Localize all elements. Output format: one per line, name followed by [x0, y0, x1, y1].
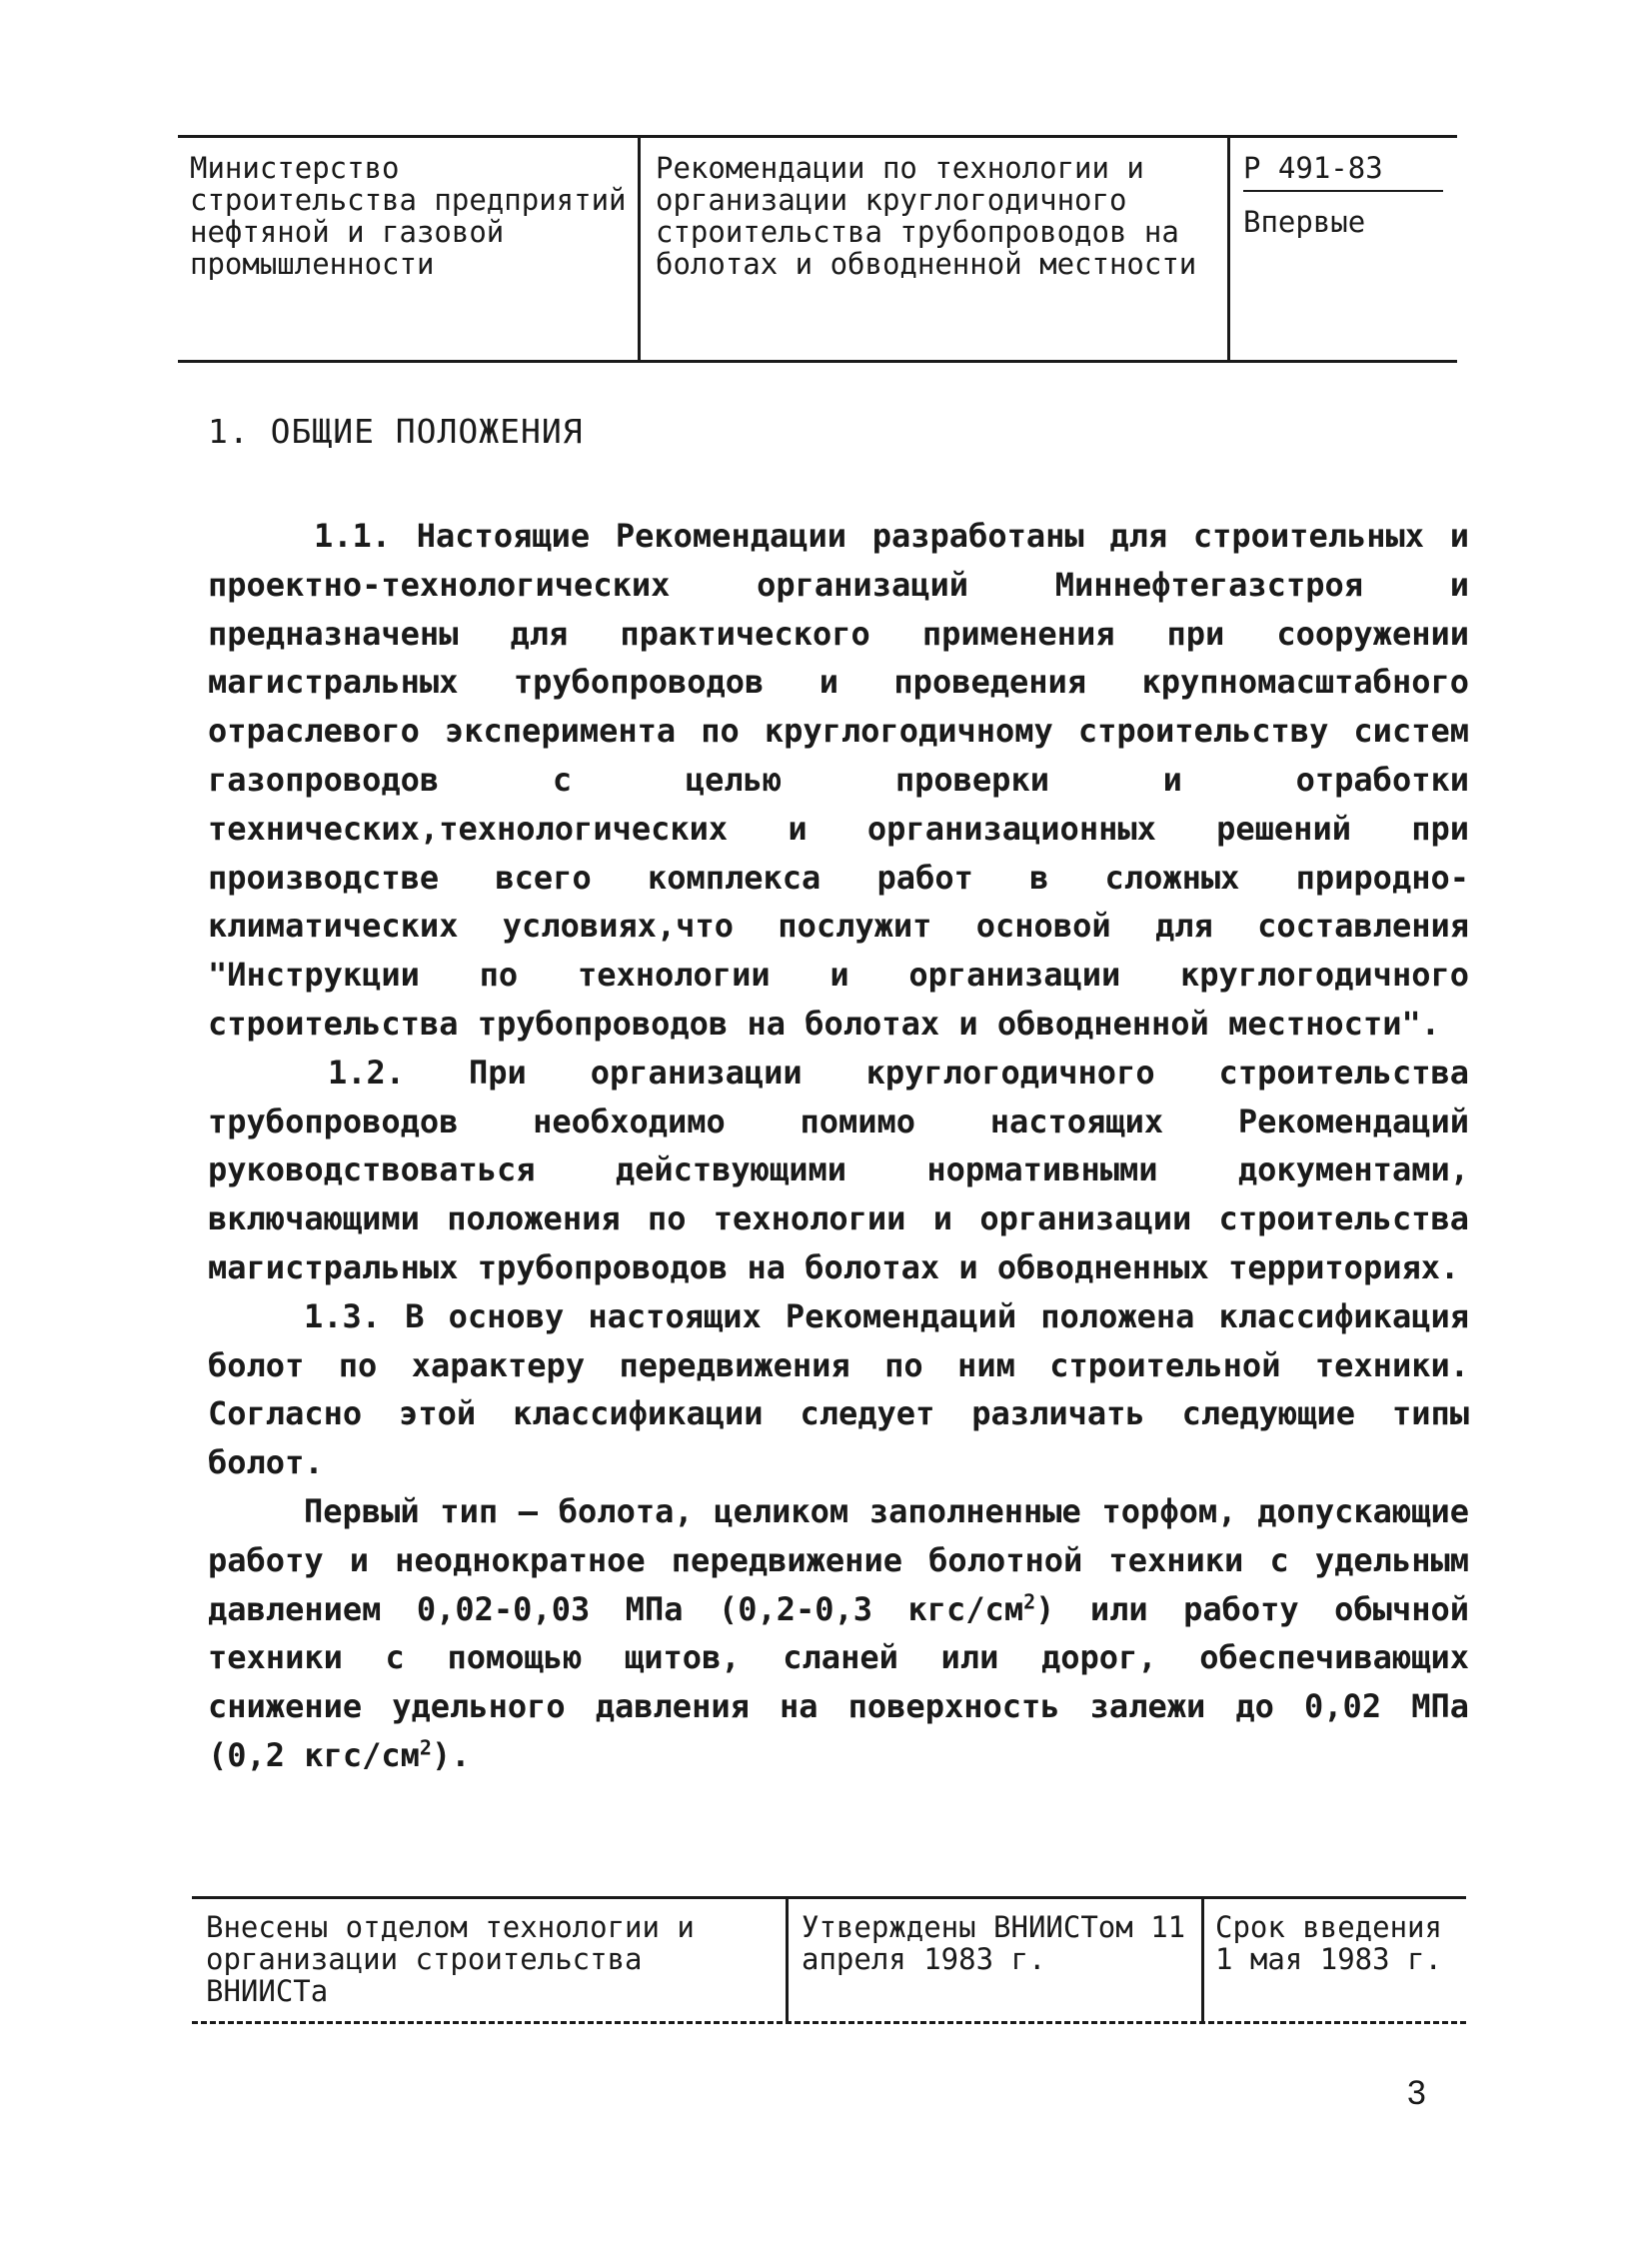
footer-table [192, 1896, 1466, 2024]
paragraph: 1.1. Настоящие Рекомендации разработаны для строительных и проектно-технологических организаций Миннефтегазстроя и предназначены для практического применения при сооружении магистральных трубопроводов и проведения крупномасштабного отраслевого эксперимента по круглогодичному строительству систем газопроводов с целью проверки и отработки технических,технологических и организационных решений при производстве всего комплекса работ в сложных природно-климатических условиях,что послужит основой для составления "Инструкции по технологии и организации круглогодичного строительства трубопроводов на болотах и обводненной местности". [208, 517, 1469, 1043]
paragraph-text: ). [431, 1735, 471, 1774]
paragraph-text: Первый тип – болота, целиком заполненные торфом, допускающие работу и неоднократное передвижение болотной техники с удельным давлением 0,02-0,03 МПа (0,2-0,3 кгс/см [208, 1491, 1469, 1628]
section-body [208, 512, 1469, 1780]
superscript: 2 [419, 1735, 432, 1760]
footer-divider [786, 1899, 789, 2021]
header-divider [638, 138, 641, 360]
effective-date: Срок введения 1 мая 1983 г. [1215, 1910, 1442, 1976]
paragraph-text: ) или работу обычной техники с помощью щитов, сланей или дорог, обеспечивающих снижение удельного давления на поверхность залежи до 0,02 МПа (0,2 кгс/см [208, 1589, 1470, 1774]
paragraph: 1.2. При организации круглогодичного строительства трубопроводов необходимо помимо настоящих Рекомендаций руководствоваться действующими нормативными документами, включающими положения по технологии и организации строительства магистральных трубопроводов на болотах и обводненных территориях. [208, 1053, 1469, 1286]
section-title: 1. ОБЩИЕ ПОЛОЖЕНИЯ [208, 412, 584, 451]
document-code-cell [1243, 152, 1453, 238]
paragraph [208, 1487, 1469, 1780]
document-title: Рекомендации по технологии и организации круглогодичного строительства трубопроводов на болотах и обводненной местности [656, 151, 1197, 281]
ministry-name: Министерство строительства предприятий нефтяной и газовой промышленности [190, 151, 627, 281]
document-code: Р 491-83 [1243, 152, 1443, 192]
approved-by: Утверждены ВНИИСТом 11 апреля 1983 г. [802, 1910, 1186, 1976]
header-table [178, 135, 1457, 363]
superscript: 2 [1023, 1588, 1036, 1613]
introduced-by: Внесены отделом технологии и организации строительства ВНИИСТа [206, 1910, 695, 2008]
footer-divider [1201, 1899, 1204, 2021]
header-divider [1227, 138, 1230, 360]
paragraph: 1.3. В основу настоящих Рекомендаций положена классификация болот по характеру передвижения по ним строительной техники. Согласно этой классификации следует различать следующие типы болот. [208, 1296, 1469, 1482]
page-number: 3 [1407, 2074, 1426, 2112]
document-status: Впервые [1243, 205, 1366, 239]
